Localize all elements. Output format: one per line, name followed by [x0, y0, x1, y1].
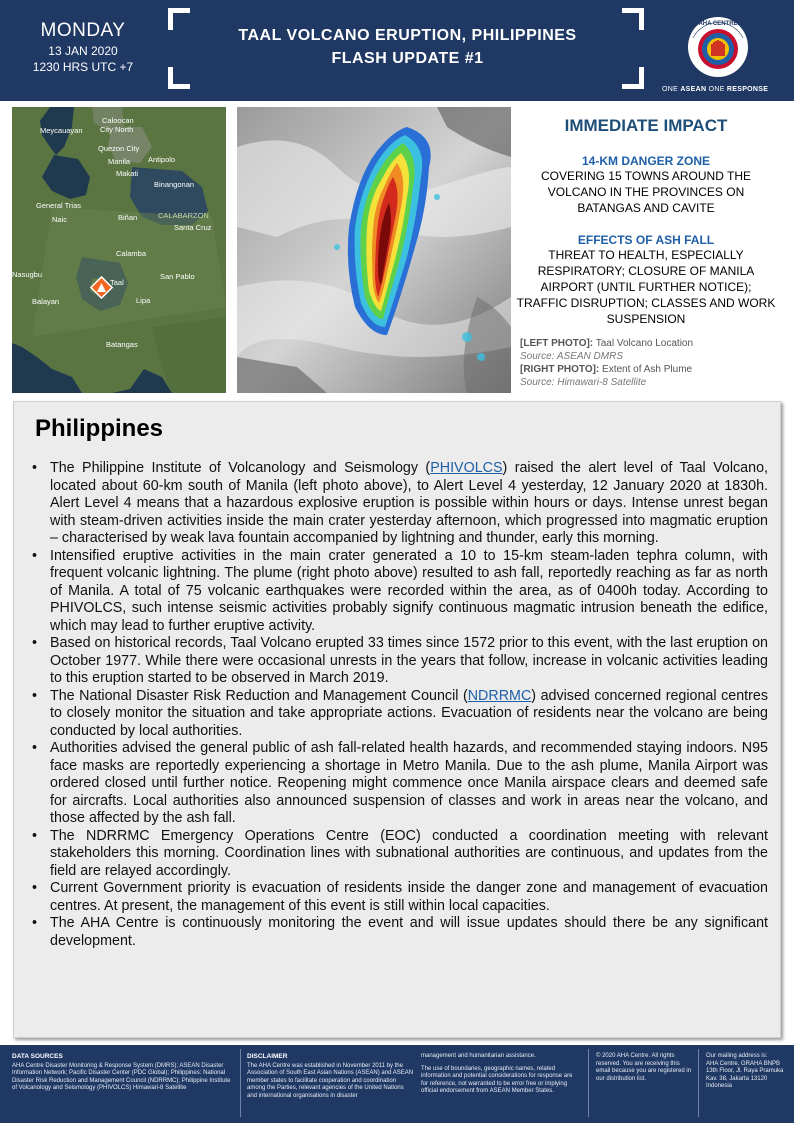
bullet-ndrrmc: [26, 688, 768, 741]
ash-plume-satellite-image: [237, 107, 511, 393]
map-label-batangas: Batangas: [106, 340, 138, 349]
bullet-alert-level-post: ) raised the alert level of Taal Volcano, located about 60-km south of Manila (left photo above), to Alert Level 4 yesterday, 12 January 2020 at 1830h. Alert Level 4 means that a hazardous explosive eruption is possible within hours or days. Intense unrest began with steam-driven activities inside the main crater yesterday afternoon, which progressed into magmatic eruption – characterised by weak lava fountain accompanied by lightning and thunder, early this morning.: [50, 460, 769, 546]
footer: [0, 1045, 794, 1123]
update-bullet-list: [26, 460, 768, 950]
tagline-one-2: ONE: [708, 86, 725, 93]
map-label-binangonan: Binangonan: [154, 180, 195, 189]
footer-divider-2: [588, 1049, 589, 1117]
ash-fall-text: THREAT TO HEALTH, ESPECIALLY RESPIRATORY; CLOSURE OF MANILA AIRPORT (UNTIL FURTHER NOTICE); TRAFFIC DISRUPTION; CLASSES AND WORK SUSPENSION: [516, 248, 776, 326]
aha-centre-logo: [687, 16, 749, 78]
logo-text: AHA CENTRE: [698, 21, 738, 27]
left-photo-caption-text: Taal Volcano Location: [593, 338, 694, 349]
left-photo-caption-label: [LEFT PHOTO]:: [520, 338, 594, 349]
bullet-government-priority: • Current Government priority is evacuation of residents inside the danger zone and management of evacuation centres. At present, the management of this event is still within local capacities.: [26, 880, 768, 915]
map-label-lipa: Lipa: [136, 296, 151, 305]
bullet-ndrrmc-pre: The National Disaster Risk Reduction and Management Council (: [50, 687, 468, 704]
impact-title: IMMEDIATE IMPACT: [564, 116, 728, 135]
title-bracket-bottom-left: [168, 67, 190, 89]
bullet-aha-monitoring: • The AHA Centre is continuously monitoring the event and will issue updates should there be any significant development.: [26, 915, 768, 950]
map-label-makati: Makati: [116, 169, 139, 178]
right-photo-caption-text: Extent of Ash Plume: [599, 364, 693, 375]
map-label-san-pablo: San Pablo: [160, 272, 195, 281]
phivolcs-link[interactable]: PHIVOLCS: [430, 460, 503, 476]
date-block: [14, 20, 152, 74]
map-label-nasugbu: Nasugbu: [12, 270, 43, 279]
bullet-eoc-meeting: • The NDRRMC Emergency Operations Centre (EOC) conducted a coordination meeting with relevant stakeholders this morning. Coordination lines with subnational authorities are continuous, and updates from the field are relayed accordingly.: [26, 828, 768, 881]
taal-location-map: [12, 107, 226, 393]
footer-disclaimer-continued: [421, 1053, 581, 1096]
ndrrmc-link[interactable]: NDRRMC: [467, 687, 532, 704]
tagline-response: RESPONSE: [726, 86, 769, 93]
map-label-manila: Manila: [108, 157, 131, 166]
map-label-antipolo: Antipolo: [148, 155, 176, 164]
footer-disclaimer-heading: DISCLAIMER: [247, 1053, 288, 1060]
danger-zone-text: COVERING 15 TOWNS AROUND THE VOLCANO IN THE PROVINCES ON BATANGAS AND CAVITE: [540, 169, 752, 215]
report-title-line-1: TAAL VOLCANO ERUPTION, PHILIPPINES: [238, 27, 577, 44]
footer-address: [706, 1053, 790, 1091]
map-label-city-north: City North: [100, 125, 134, 134]
map-label-santa-cruz: Santa Cruz: [174, 223, 212, 232]
title-bracket-top-left: [168, 8, 190, 30]
map-label-balayan: Balayan: [32, 297, 60, 306]
report-title-line-2: FLASH UPDATE #1: [331, 50, 484, 67]
right-photo-caption: [520, 363, 776, 376]
bullet-eruptive-activity: • Intensified eruptive activities in the main crater generated a 10 to 15-km steam-laden tephra column, with frequent volcanic lightning. The plume (right photo above) resulted to ash fall, reportedly reaching as far as north of Manila. A total of 75 volcanic earthquakes were recorded within the area, as of 0400h today. According to PHIVOLCS, such intense seismic activities probably signify continuous magmatic intrusion beneath the edifice, which may lead to further eruptive activity.: [26, 548, 768, 636]
map-label-caloocan: Caloocan: [102, 116, 134, 125]
photo-captions: [516, 337, 776, 389]
map-label-binan: Biñan: [118, 213, 138, 222]
footer-disclaimer-cont-2: The use of boundaries, geographic names, related information and potential considerations for response are for reference, not warranted to be error free or implying official endorsement from ASEAN Member States.: [421, 1065, 573, 1094]
bullet-alert-level: [26, 460, 768, 548]
tagline-one: ONE: [662, 86, 679, 93]
report-time: 1230 HRS UTC +7: [32, 60, 134, 74]
map-label-calamba: Calamba: [116, 249, 147, 258]
footer-disclaimer-text: The AHA Centre was established in November 2011 by the Association of South East Asian Nations (ASEAN) and ASEAN member states to facilitate cooperation and coordination among the Parties, relevant agencies of the United Nations and international organisations in disaster: [247, 1062, 414, 1099]
bullet-historical-records: • Based on historical records, Taal Volcano erupted 33 times since 1572 prior to this event, with the last eruption on October 1977. While there were occasional unrests in the years that follow, increase in volcanic activities leading to this eruption started to be observed in March 2019.: [26, 635, 768, 688]
country-title: Philippines: [35, 415, 164, 442]
map-label-meycauayan: Meycauayan: [40, 126, 83, 135]
danger-zone-heading: 14-KM DANGER ZONE: [581, 154, 710, 168]
footer-sources-heading: DATA SOURCES: [12, 1053, 63, 1060]
report-date: 13 JAN 2020: [48, 44, 118, 58]
map-label-naic: Naic: [52, 215, 68, 224]
tagline-asean: ASEAN: [680, 86, 707, 93]
footer-data-sources: [12, 1053, 234, 1093]
footer-sources-text: AHA Centre Disaster Monitoring & Response System (DMRS); ASEAN Disaster Information Network; Pacific Disaster Center (PDC Global); Philippines: National Disaster Risk Reduction and Management Council (NDRRMC); Philippine Institute of Volcanology and Seismology (PHIVOLCS) Himawari-8 Satellite: [12, 1062, 231, 1091]
satellite-svg: [237, 107, 511, 393]
bullet-health-hazards: • Authorities advised the general public of ash fall-related health hazards, and recommended staying indoors. N95 face masks are reportedly experiencing a shortage in Metro Manila. Due to the ash plume, Manila Airport was ordered closed until further notice. Reopening might commence once Manila airspace clears and deemed safe for aircrafts. Local authorities also announced suspension of classes and work in areas near the volcano, and those affected by the ash fall.: [26, 740, 768, 828]
map-label-taal: Taal: [110, 278, 124, 287]
report-day: MONDAY: [40, 20, 126, 41]
footer-disclaimer: [247, 1053, 415, 1100]
footer-disclaimer-cont-1: management and humanitarian assistance.: [421, 1053, 536, 1059]
footer-address-text: AHA Centre, GRAHA BNPB 13th Floor, Jl. Raya Pramuka Kav. 38, Jakarta 13120 Indonesia: [706, 1060, 784, 1089]
country-update-box: [13, 401, 781, 1038]
left-photo-caption: [520, 337, 776, 350]
title-bracket-top-right: [622, 8, 644, 30]
footer-address-heading: Our mailing address is:: [706, 1053, 768, 1059]
title-bracket-bottom-right: [622, 67, 644, 89]
right-photo-source: Source: Himawari-8 Satellite: [520, 377, 647, 388]
bullet-ndrrmc-post: ) advised concerned regional centres to closely monitor the situation and take appropriate actions. Evacuation of residents near the volcano are being conducted by local authorities.: [50, 687, 768, 739]
header-banner: [0, 0, 794, 101]
footer-divider-1: [240, 1049, 241, 1117]
report-title: [195, 24, 620, 70]
immediate-impact-panel: [516, 107, 776, 389]
map-label-general-trias: General Trias: [36, 201, 82, 210]
footer-copyright: © 2020 AHA Centre. All rights reserved. You are receiving this email because you are registered in our distribution list.: [596, 1053, 692, 1082]
map-label-quezon-city: Quezon City: [98, 144, 140, 153]
footer-divider-3: [698, 1049, 699, 1117]
left-photo-source: Source: ASEAN DMRS: [520, 351, 623, 362]
right-photo-caption-label: [RIGHT PHOTO]:: [520, 364, 600, 375]
map-label-calabarzon: CALABARZON: [158, 211, 209, 220]
map-svg: [12, 107, 226, 393]
tagline: [662, 86, 768, 93]
bullet-alert-level-pre: The Philippine Institute of Volcanology and Seismology (: [50, 460, 431, 476]
ash-fall-heading: EFFECTS OF ASH FALL: [577, 233, 715, 247]
